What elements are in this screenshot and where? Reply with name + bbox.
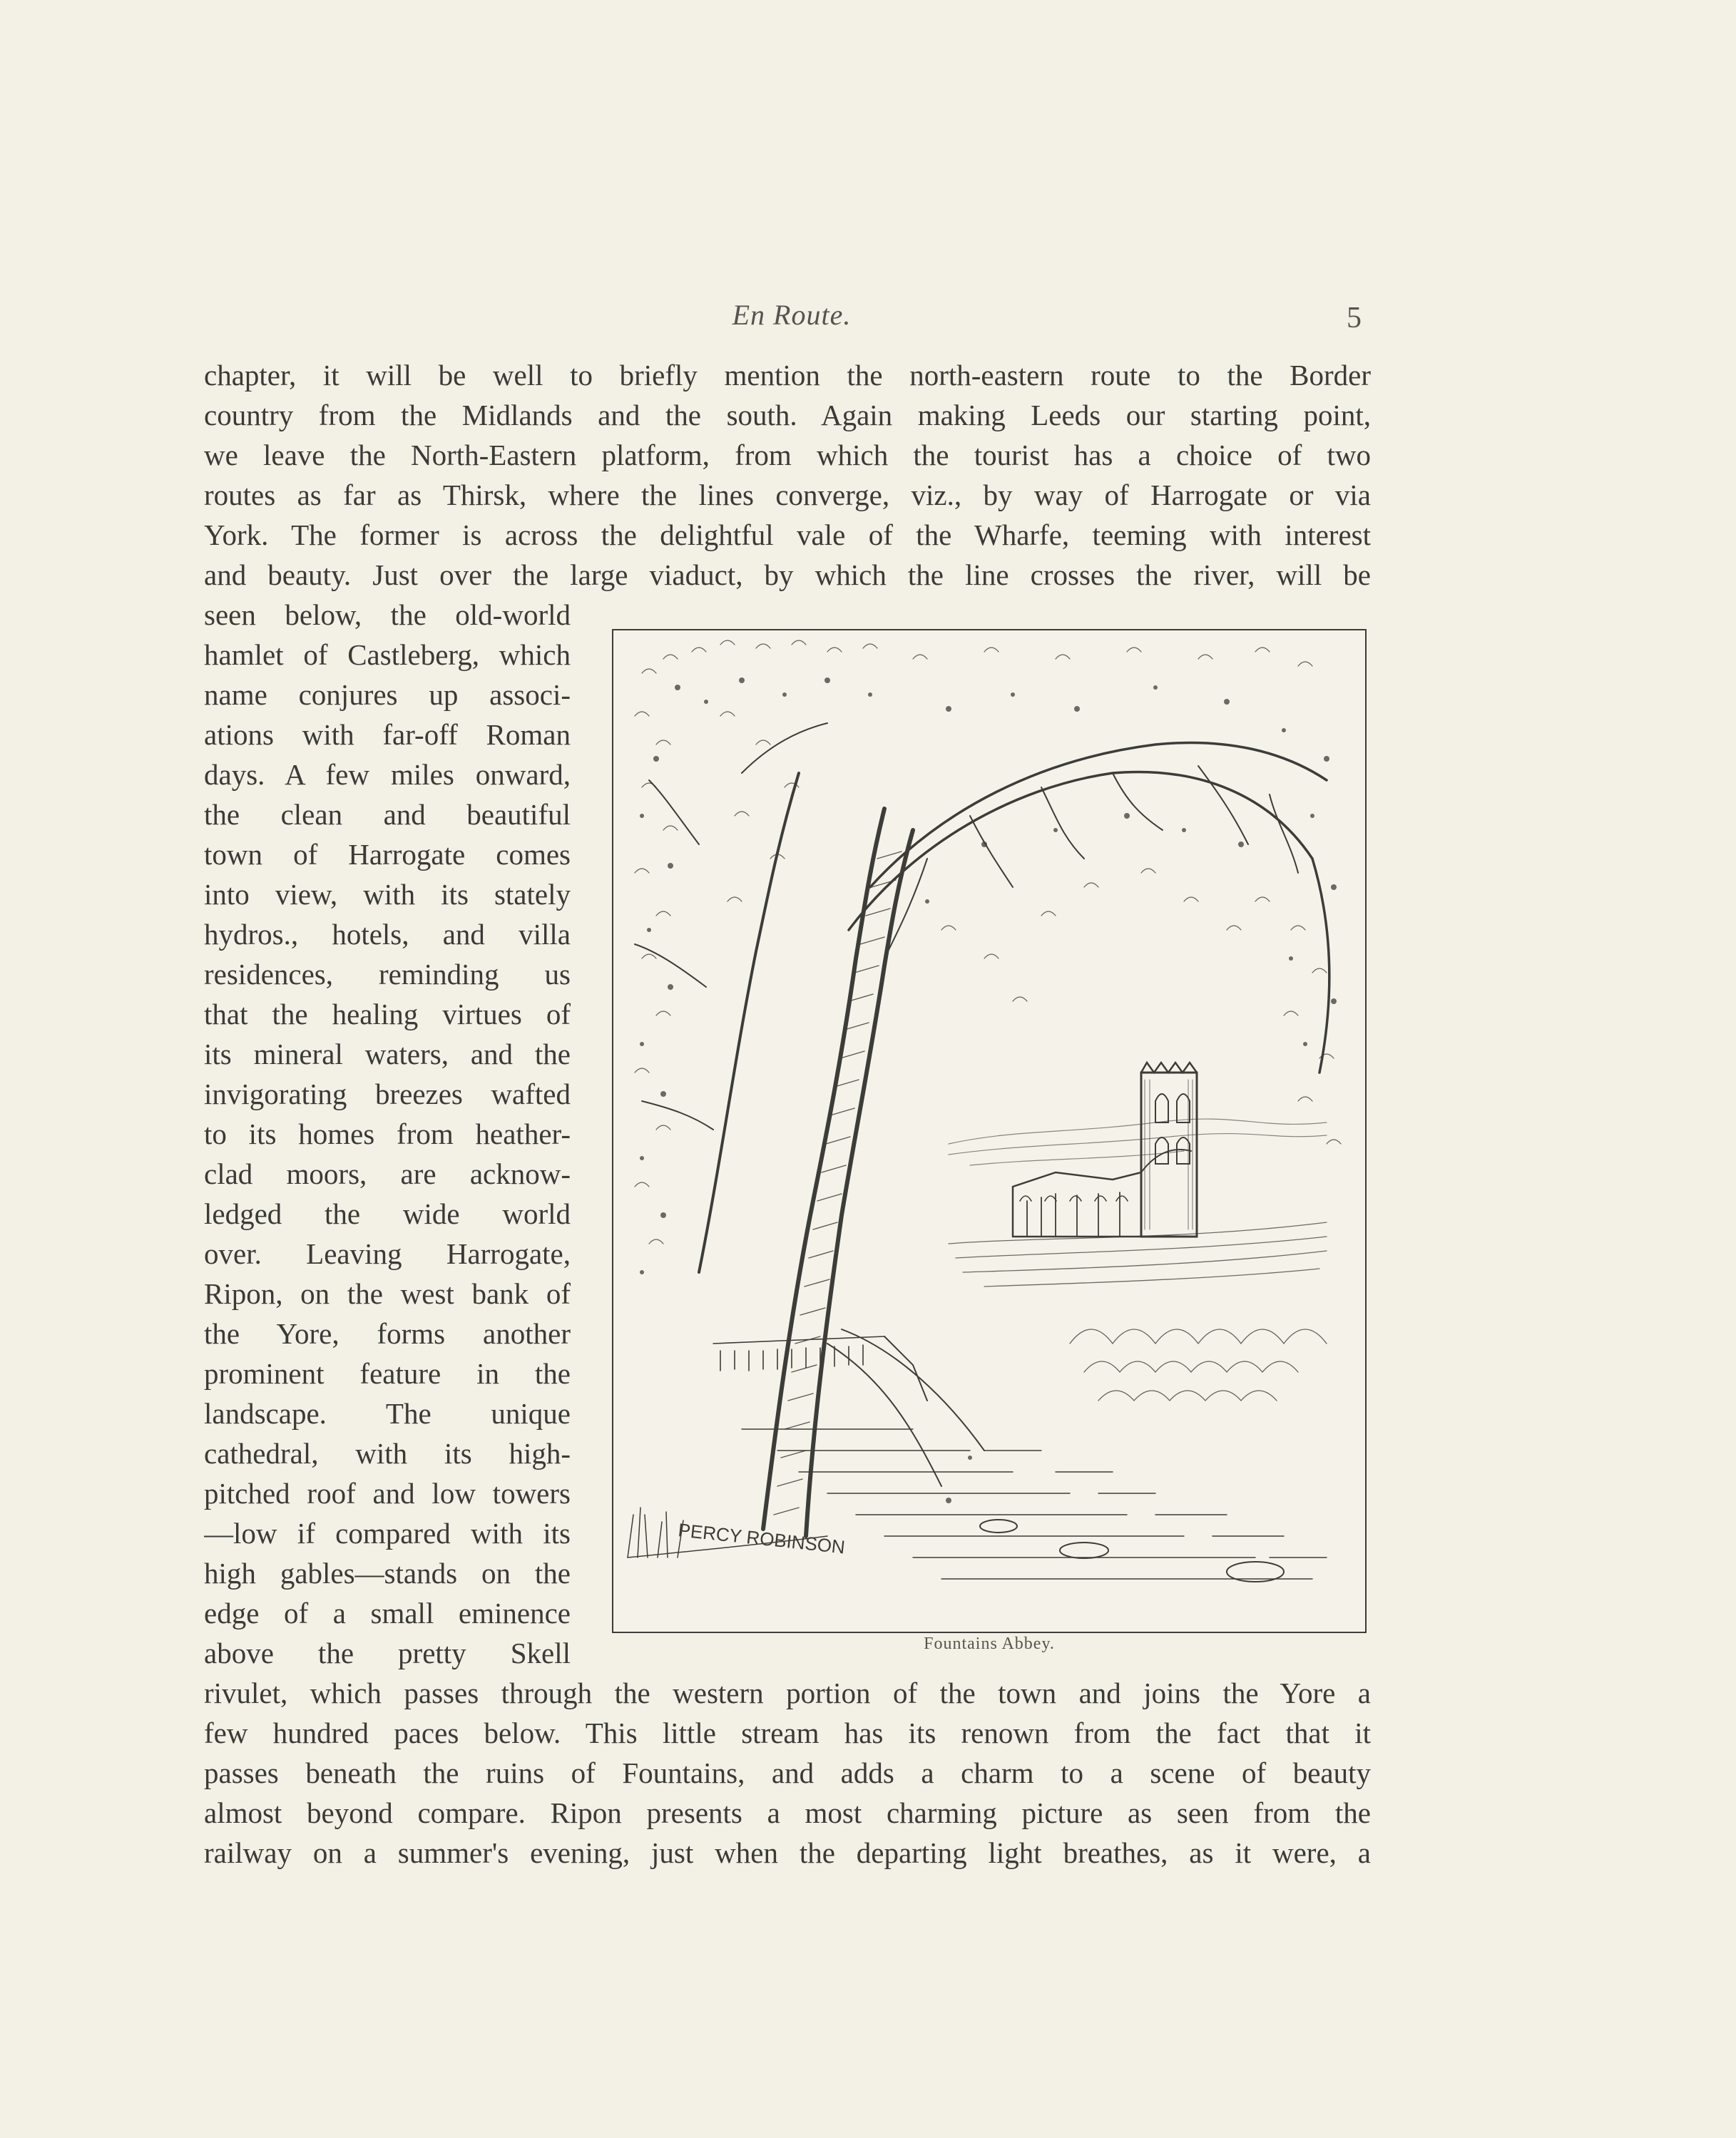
column-line: invigorating breezes wafted — [204, 1078, 571, 1110]
figure-caption: Fountains Abbey. — [924, 1635, 1055, 1653]
body-line: rivulet, which passes through the western portion of the town and joins the Yore a — [204, 1677, 1371, 1709]
body-line: York. The former is across the delightful vale of the Wharfe, teeming with interest — [204, 518, 1371, 551]
running-title: En Route. — [732, 299, 852, 331]
column-line: ations with far-off Roman — [204, 718, 571, 751]
body-line: we leave the North-Eastern platform, from which the tourist has a choice of two — [204, 439, 1371, 471]
column-line: above the pretty Skell — [204, 1637, 571, 1669]
column-line: its mineral waters, and the — [204, 1038, 571, 1070]
column-line: hydros., hotels, and villa — [204, 918, 571, 951]
abbey-ruins — [1013, 1063, 1197, 1237]
column-line: residences, reminding us — [204, 958, 571, 991]
column-line: the Yore, forms another — [204, 1317, 571, 1350]
running-head — [0, 298, 1736, 334]
column-line: clad moors, are acknow- — [204, 1157, 571, 1190]
right-bank-shrubs — [1070, 1329, 1327, 1401]
tree-trunk — [763, 809, 913, 1536]
body-line: and beauty. Just over the large viaduct, by which the line crosses the river, will be — [204, 558, 1371, 591]
body-line: railway on a summer's evening, just when the departing light breathes, as it were, a — [204, 1836, 1371, 1869]
column-line: seen below, the old-world — [204, 598, 571, 631]
body-line: country from the Midlands and the south. Again making Leeds our starting point, — [204, 399, 1371, 431]
column-line: edge of a small eminence — [204, 1597, 571, 1630]
river — [742, 1429, 1327, 1582]
column-line: hamlet of Castleberg, which — [204, 638, 571, 671]
column-line: Ripon, on the west bank of — [204, 1277, 571, 1310]
thin-trunk — [699, 773, 799, 1272]
page-number: 5 — [1347, 302, 1362, 334]
body-line: passes beneath the ruins of Fountains, and adds a charm to a scene of beauty — [204, 1756, 1371, 1789]
engraving — [613, 630, 1365, 1632]
column-line: high gables—stands on the — [204, 1557, 571, 1590]
column-line: to its homes from heather- — [204, 1117, 571, 1150]
column-line: name conjures up associ- — [204, 678, 571, 711]
body-line: few hundred paces below. This little stream has its renown from the fact that it — [204, 1717, 1371, 1749]
column-line: the clean and beautiful — [204, 798, 571, 831]
column-line: that the healing virtues of — [204, 998, 571, 1030]
foliage — [635, 640, 1341, 1244]
meadow — [949, 1222, 1327, 1287]
body-line: almost beyond compare. Ripon presents a most charming picture as seen from the — [204, 1796, 1371, 1829]
fountains-abbey-illustration — [612, 629, 1367, 1633]
column-line: —low if compared with its — [204, 1517, 571, 1550]
body-line: routes as far as Thirsk, where the lines converge, viz., by way of Harrogate or via — [204, 479, 1371, 511]
column-line: landscape. The unique — [204, 1397, 571, 1430]
column-line: cathedral, with its high- — [204, 1437, 571, 1470]
column-line: ledged the wide world — [204, 1197, 571, 1230]
column-line: prominent feature in the — [204, 1357, 571, 1390]
column-line: over. Leaving Harrogate, — [204, 1237, 571, 1270]
column-line: pitched roof and low towers — [204, 1477, 571, 1510]
column-line: into view, with its stately — [204, 878, 571, 911]
column-line: town of Harrogate comes — [204, 838, 571, 871]
twigs — [635, 723, 1298, 1486]
leaves — [640, 677, 1337, 1503]
arching-branches — [849, 742, 1329, 1073]
body-line: chapter, it will be well to briefly mention the north-eastern route to the Border — [204, 359, 1371, 392]
artist-signature: PERCY ROBINSON — [677, 1519, 847, 1558]
column-line: days. A few miles onward, — [204, 758, 571, 791]
distant-hills — [949, 1119, 1327, 1165]
